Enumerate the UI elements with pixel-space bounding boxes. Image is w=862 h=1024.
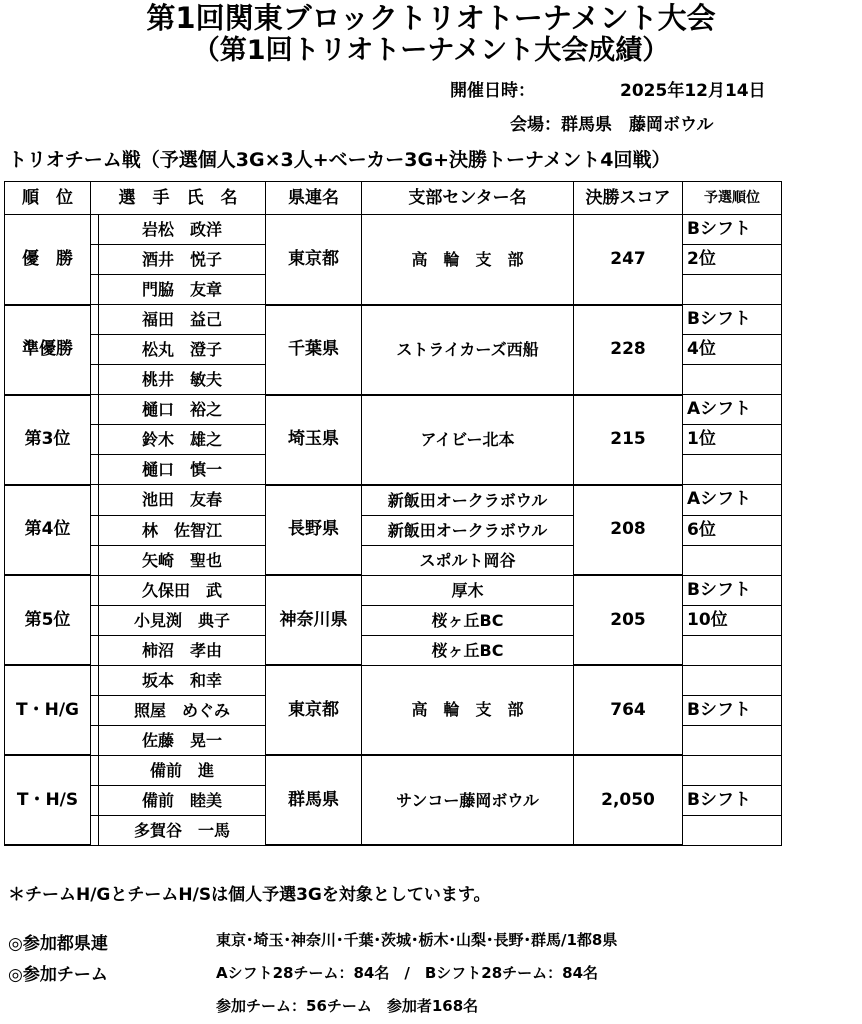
player-name: 岩松 政洋 [99,215,266,245]
results-table [4,181,782,846]
team-rank: T・H/S [5,755,91,845]
team-rank: 第4位 [5,485,91,576]
qualifying-rank: Aシフト [683,395,782,425]
table-header-row [5,182,782,215]
qualifying-rank: 2位 [683,245,782,275]
player-name: 備前 進 [99,755,266,785]
player-name: 久保田 武 [99,575,266,605]
player-name: 樋口 慎一 [99,455,266,485]
team-prefecture: 東京都 [266,665,362,755]
qualifying-rank [683,665,782,695]
team-rank: 第3位 [5,395,91,485]
team-prefecture: 群馬県 [266,755,362,845]
team-prefecture: 長野県 [266,485,362,576]
center-name: 新飯田オークラボウル [362,515,574,545]
qualifying-rank [683,755,782,785]
table-row [5,305,782,335]
header-pref: 県連名 [266,182,362,215]
qualifying-rank [683,275,782,305]
row-spacer [91,755,99,785]
row-spacer [91,545,99,575]
team-prefecture: 千葉県 [266,305,362,395]
player-name: 多賀谷 一馬 [99,815,266,845]
row-spacer [91,785,99,815]
row-spacer [91,365,99,395]
row-spacer [91,635,99,665]
row-spacer [91,665,99,695]
center-name: ストライカーズ西船 [362,305,574,395]
qualifying-rank [683,815,782,845]
participating-teams-label: ◎参加チーム [8,965,108,985]
qualifying-rank [683,455,782,485]
date-label: 開催日時： [450,81,535,101]
venue: 会場：群馬県 藤岡ボウル [510,115,714,135]
qualifying-rank: Bシフト [683,215,782,245]
player-name: 小見渕 典子 [99,605,266,635]
row-spacer [91,485,99,516]
header-rank: 順 位 [5,182,91,215]
team-score: 205 [574,575,683,665]
center-name: 高 輪 支 部 [362,215,574,305]
player-name: 酒井 悦子 [99,245,266,275]
qualifying-rank: Bシフト [683,695,782,725]
header-players: 選 手 氏 名 [91,182,266,215]
row-spacer [91,725,99,755]
player-name: 門脇 友章 [99,275,266,305]
participating-prefs-label: ◎参加都県連 [8,934,108,954]
team-prefecture: 東京都 [266,215,362,305]
row-spacer [91,605,99,635]
player-name: 坂本 和幸 [99,665,266,695]
team-score: 215 [574,395,683,485]
page-title: 第1回関東ブロックトリオトーナメント大会 [146,1,716,35]
row-spacer [91,425,99,455]
table-row [5,215,782,245]
center-name: サンコー藤岡ボウル [362,755,574,845]
center-name: 桜ヶ丘BC [362,635,574,665]
row-spacer [91,395,99,425]
player-name: 池田 友春 [99,485,266,516]
team-rank: 準優勝 [5,305,91,395]
header-qual: 予選順位 [683,182,782,215]
team-rank: 第5位 [5,575,91,665]
row-spacer [91,305,99,335]
page-subtitle: （第1回トリオトーナメント大会成績） [192,35,670,66]
row-spacer [91,515,99,545]
team-score: 764 [574,665,683,755]
qualifying-rank: 10位 [683,605,782,635]
row-spacer [91,245,99,275]
qualifying-rank: Aシフト [683,485,782,516]
qualifying-rank [683,635,782,665]
qualifying-rank: Bシフト [683,785,782,815]
player-name: 矢崎 聖也 [99,545,266,575]
table-row [5,575,782,605]
player-name: 林 佐智江 [99,515,266,545]
team-prefecture: 神奈川県 [266,575,362,665]
row-spacer [91,455,99,485]
team-score: 208 [574,485,683,576]
qualifying-rank [683,545,782,575]
participating-total: 参加チーム：56チーム 参加者168名 [216,997,479,1015]
table-row [5,665,782,695]
footnote: ＊チームH/GとチームH/Sは個人予選3Gを対象としています。 [8,885,491,905]
player-name: 照屋 めぐみ [99,695,266,725]
team-score: 2,050 [574,755,683,845]
player-name: 桃井 敏夫 [99,365,266,395]
header-center: 支部センター名 [362,182,574,215]
player-name: 鈴木 雄之 [99,425,266,455]
player-name: 佐藤 晃一 [99,725,266,755]
table-row [5,395,782,425]
team-prefecture: 埼玉県 [266,395,362,485]
row-spacer [91,695,99,725]
table-row [5,755,782,785]
qualifying-rank: 1位 [683,425,782,455]
player-name: 松丸 澄子 [99,335,266,365]
player-name: 柿沼 孝由 [99,635,266,665]
qualifying-rank [683,725,782,755]
team-rank: 優 勝 [5,215,91,305]
section-title: トリオチーム戦（予選個人3G×3人+ベーカー3G+決勝トーナメント4回戦） [8,149,671,171]
table-row [5,485,782,516]
center-name: 高 輪 支 部 [362,665,574,755]
date-value: 2025年12月14日 [620,81,766,101]
team-score: 247 [574,215,683,305]
row-spacer [91,335,99,365]
qualifying-rank: Bシフト [683,575,782,605]
player-name: 樋口 裕之 [99,395,266,425]
center-name: アイビー北本 [362,395,574,485]
team-score: 228 [574,305,683,395]
qualifying-rank: 4位 [683,335,782,365]
center-name: 新飯田オークラボウル [362,485,574,516]
center-name: 桜ヶ丘BC [362,605,574,635]
qualifying-rank: Bシフト [683,305,782,335]
header-score: 決勝スコア [574,182,683,215]
center-name: スポルト岡谷 [362,545,574,575]
team-rank: T・H/G [5,665,91,755]
player-name: 福田 益己 [99,305,266,335]
player-name: 備前 睦美 [99,785,266,815]
qualifying-rank [683,365,782,395]
row-spacer [91,215,99,245]
row-spacer [91,815,99,845]
row-spacer [91,575,99,605]
participating-teams-value: Aシフト28チーム：84名 / Bシフト28チーム：84名 [216,964,599,982]
center-name: 厚木 [362,575,574,605]
participating-prefs-value: 東京･埼玉･神奈川･千葉･茨城･栃木･山梨･長野･群馬/1都8県 [216,931,618,949]
row-spacer [91,275,99,305]
qualifying-rank: 6位 [683,515,782,545]
